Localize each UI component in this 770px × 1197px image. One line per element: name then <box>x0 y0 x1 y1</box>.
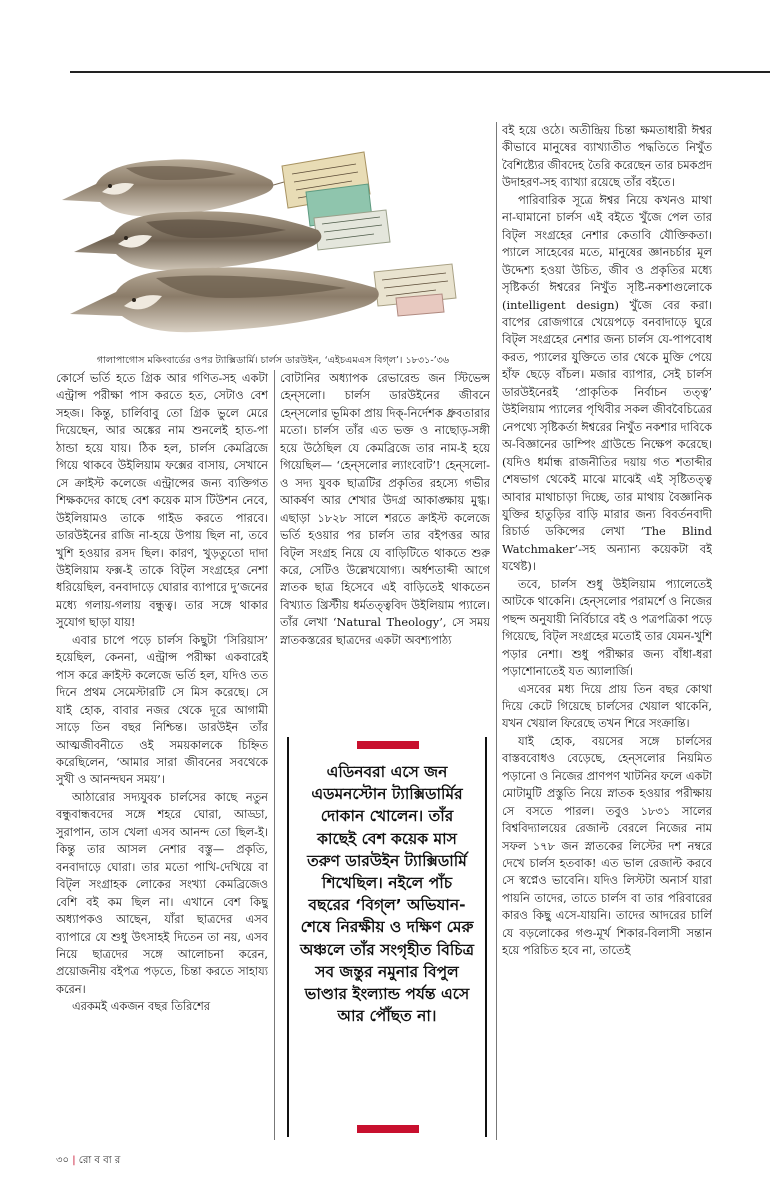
pull-quote-text: এডিনবরা এসে জন এডমনস্টোন ট্যাক্সিডার্মির দোকান খোলেন। তাঁর কাছেই বেশ কয়েক মাস তরুণ ডারউইন ট্যাক্সিডার্মি শিখেছিল। নইলে পাঁচ বছরের ‘বিগ্‌ল’ অভিযান-শেষে নিরক্ষীয় ও দক্ষিণ মেরু অঞ্চলে তাঁর সংগৃহীত বিচিত্র সব জন্তুর নমুনার বিপুল ভাণ্ডার ইংল্যান্ড পর্যন্ত এসে আর পৌঁছত না। <box>299 763 475 1026</box>
header-rule <box>70 71 770 73</box>
article-paragraph: এসবের মধ্য দিয়ে প্রায় তিন বছর কোথা দিয়ে কেটে গিয়েছে চার্লসের খেয়াল থাকেনি, যখন খেয়াল ফিরেছে তখন শিরে সংক্রান্তি। <box>502 681 712 731</box>
pull-quote-box <box>287 737 487 1137</box>
pull-quote-accent-bar <box>357 1125 419 1133</box>
pull-quote-accent-bar <box>357 741 419 749</box>
specimen-bird-2 <box>74 211 321 270</box>
article-paragraph: কোর্সে ভর্তি হতে গ্রিক আর গণিত-সহ একটা এন্ট্রান্স পরীক্ষা পাস করতে হত, সেটাও বেশ সহজ। কিন্তু, চার্লিবাবু তো গ্রিক ভুলে মেরে দিয়েছেন, আর অঙ্কের নাম শুনলেই হাত-পা ঠান্ডা হয়ে যায়। ঠিক হল, চার্লস কেমব্রিজে গিয়ে থাকবে উইলিয়াম ফক্সের বাসায়, সেখানে সে ক্রাইস্ট কলেজে এন্ট্রান্সের জন্য ব্যক্তিগত শিক্ষকদের কাছে বেশ কয়েক মাস টিউশন নেবে, উইলিয়ামও তাকে গাইড করতে পারবে। ডারউইনের রাজি না-হয়ে উপায় ছিল না, তবে খুশি হওয়ার রসদ ছিল। কারণ, খুড়তুতো দাদা উইলিয়াম ফক্স-ই তাকে বিট্‌ল সংগ্রহের নেশা ধরিয়েছিল, বনবাদাড়ে ঘোরার ব্যাপারে দু’জনের মধ্যে গলায়-গলায় বন্ধুত্ব। তার সঙ্গে থাকার সুযোগ ছাড়া যায়! <box>56 371 268 630</box>
article-column-3 <box>502 122 712 1140</box>
page-number: ৩০ <box>56 1155 70 1166</box>
article-paragraph: এরকমই একজন বছর তিরিশের <box>71 999 211 1014</box>
footer-separator: | <box>72 1155 76 1166</box>
article-paragraph: বই হয়ে ওঠে। অতীন্দ্রিয় চিন্তা ক্ষমতাধারী ঈশ্বর কীভাবে মানুষের ব্যাখ্যাতীত পদ্ধতিতে নিখুঁত বৈশিষ্ট্যের জীবদেহ তৈরি করেছেন তার চমকপ্রদ উদাহরণ-সহ ব্যাখ্যা রয়েছে তাঁর বইতে। <box>502 123 712 190</box>
column-rule <box>496 122 497 1140</box>
article-paragraph: তবে, চার্লস শুধু উইলিয়াম প্যালেতেই আটকে থাকেনি। হেন্‌সলোর পরামর্শে ও নিজের পছন্দ অনুযায়ী নির্বিচারে বই ও পত্রপত্রিকা পড়ে গিয়েছে, বিট্‌ল সংগ্রহের মতোই তার যেমন-খুশি পড়ার নেশা। শুধু পরীক্ষার জন্য বাঁধা-ধরা পড়াশোনাতেই যত অ্যালার্জি। <box>502 576 712 679</box>
specimen-bird-1 <box>62 159 273 216</box>
article-column-2 <box>280 370 490 730</box>
column-rule <box>274 370 275 1140</box>
three-mockingbird-specimens-illustration <box>56 122 490 352</box>
article-paragraph: পারিবারিক সূত্রে ঈশ্বর নিয়ে কখনও মাথা না-ঘামানো চার্লস এই বইতে খুঁজে পেল তার বিট্‌ল সংগ্রহের নেশার কেতাবি যৌক্তিকতা। প্যালে সাহেবের মতে, মানুষের জ্ঞানচর্চার মূল উদ্দেশ্য হওয়া উচিত, জীব ও প্রকৃতির মধ্যে সৃষ্টিকর্তা ঈশ্বরের নিখুঁত সৃষ্টি-নকশাগুলোকে (intelligent design) খুঁজে বের করা। বাপের রোজগারে খেয়েপড়ে বনবাদাড়ে ঘুরে বিট্‌ল সংগ্রহের নেশার জন্য চার্লস যে-পাপবোধ করত, প্যালের যুক্তিতে তার থেকে মুক্তি পেয়ে হাঁফ ছেড়ে বাঁচল। মজার ব্যাপার, সেই চার্লস ডারউইনেরই ‘প্রাকৃতিক নির্বাচন তত্ত্ব’ উইলিয়াম প্যালের পৃথিবীর সকল জীববৈচিত্রের নেপথ্যে সৃষ্টিকর্তা ঈশ্বরের নিখুঁত নকশার দাবিকে অ-বিজ্ঞানের ডাম্পিং গ্রাউন্ডে নিক্ষেপ করেছে। (যদিও ধর্মান্ধ রাজনীতির দয়ায় গত শতাব্দীর শেষভাগ থেকেই মাঝে মাঝেই এই সৃষ্টিতত্ত্ব আবার মাথাচাড়া দিচ্ছে, তার মাথায় বৈজ্ঞানিক যুক্তির হাতুড়ির বাড়ি মারার জন্য বিবর্তনবাদী রিচার্ড ডকিন্সের লেখা ‘The Blind Watchmaker’-সহ অন্যান্য কয়েকটা বই যথেষ্ট)। <box>502 192 712 574</box>
article-paragraph: যাই হোক, বয়সের সঙ্গে চার্লসের বাস্তববোধও বেড়েছে, হেন্‌সলোর নিয়মিত পড়ানো ও নিজের প্রাণপণ খাটনির ফলে একটা মোটামুটি প্রস্তুতি নিয়ে স্নাতক হওয়ার পরীক্ষায় সে বসতে পারল। তবুও ১৮৩১ সালের বিশ্ববিদ্যালয়ের রেজাল্ট বেরলে নিজের নাম সফল ১৭৮ জন স্নাতকের লিস্টের দশ নম্বরে দেখে চার্লস হতবাক! এত ভাল রেজাল্ট করবে সে স্বপ্নেও ভাবেনি। যদিও লিস্টটা অনার্স যারা পায়নি তাদের, তাতে চার্লস বা তার পরিবারের কারও কিছু এসে-যায়নি। তাদের আদরের চার্লি যে বড়লোকের গণ্ড-মূর্খ শিকার-বিলাসী সন্তান হয়ে পরিচিত হবে না, তাতেই <box>502 733 712 958</box>
mockingbird-specimens-photo <box>56 122 490 352</box>
article-paragraph: আঠারোর সদ্যযুবক চার্লসের কাছে নতুন বন্ধুবান্ধবদের সঙ্গে শহরে ঘোরা, আড্ডা, সুরাপান, তাস খেলা এসব আনন্দ তো ছিল-ই। কিন্তু তার আসল নেশার বস্তু— প্রকৃতি, বনবাদাড়ে ঘোরা। তার মতো পাখি-দেখিয়ে বা বিট্‌ল সংগ্রাহক লোকের সংখ্যা কেমব্রিজেও বেশি বই কম ছিল না। এখানে বেশ কিছু অধ্যাপকও আছেন, যাঁরা ছাত্রদের এসব ব্যাপারে যে শুধু উৎসাহই দিতেন তা নয়, এসব নিয়ে ছাত্রদের সঙ্গে আলোচনা করেন, প্রয়োজনীয় বইপত্র পড়তে, চিন্তা করতে সাহায্য করেন। <box>56 789 268 996</box>
page-footer <box>56 1153 120 1170</box>
specimen-bird-3 <box>70 267 379 332</box>
photo-caption: গালাপাগোস মকিংবার্ডের ওপর ট্যাক্সিডার্মি। চার্লস ডারউইন, ‘এইচএমএস বিগ্‌ল’। ১৮৩১-’৩৬ <box>96 355 450 366</box>
article-paragraph: বোটানির অধ্যাপক রেভারেন্ড জন স্টিভেন্স হেন্‌সলো। চার্লস ডারউইনের জীবনে হেন্‌সলোর ভূমিকা প্রায় দিক্‌-নির্দেশক ধ্রুবতারার মতো। চার্লস তাঁর এত ভক্ত ও নাছোড়-সঙ্গী হয়ে উঠেছিল যে কেমব্রিজে তার নাম-ই হয়ে গিয়েছিল— ‘হেন্‌সলোর ল্যাংবোট’! হেন্‌সলো-ও সদ্য যুবক ছাত্রটির প্রকৃতির রহস্যে গভীর আকর্ষণ আর শেখার উদগ্র আকাঙ্ক্ষায় মুগ্ধ। এছাড়া ১৮২৮ সালে শরতে ক্রাইস্ট কলেজে ভর্তি হওয়ার পর চার্লস তার বইপত্তর আর বিট্‌ল সংগ্রহ নিয়ে যে বাড়িটিতে থাকতে শুরু করে, সেটিও উল্লেখযোগ্য। অর্ধশতাব্দী আগে স্নাতক ছাত্র হিসেবে এই বাড়িতেই থাকতেন বিখ্যাত খ্রিস্টীয় ধর্মতত্ত্ববিদ উইলিয়াম প্যালে। তাঁর লেখা ‘Natural Theology’, সে সময় স্নাতকস্তরের ছাত্রদের একটা অবশ্যপাঠ্য <box>280 371 490 647</box>
article-column-1 <box>56 370 268 1140</box>
magazine-name: রো ব বা র <box>78 1155 121 1166</box>
article-paragraph: এবার চাপে পড়ে চার্লস কিছুটা ‘সিরিয়াস’ হয়েছিল, কেননা, এন্ট্রান্স পরীক্ষা একবারেই পাস করে ক্রাইস্ট কলেজে ভর্তি হল, যদিও তত দিনে প্রথম সেমেস্টারটি সে মিস করেছে। সে যাই হোক, বাবার নজর থেকে দূরে আগামী সাড়ে তিন বছর নিশ্চিন্ত। ডারউইন তাঁর আত্মজীবনীতে ওই সময়কালকে চিহ্নিত করেছিলেন, ‘আমার সারা জীবনের সবথেকে সুখী ও আনন্দঘন সময়’। <box>56 632 268 787</box>
